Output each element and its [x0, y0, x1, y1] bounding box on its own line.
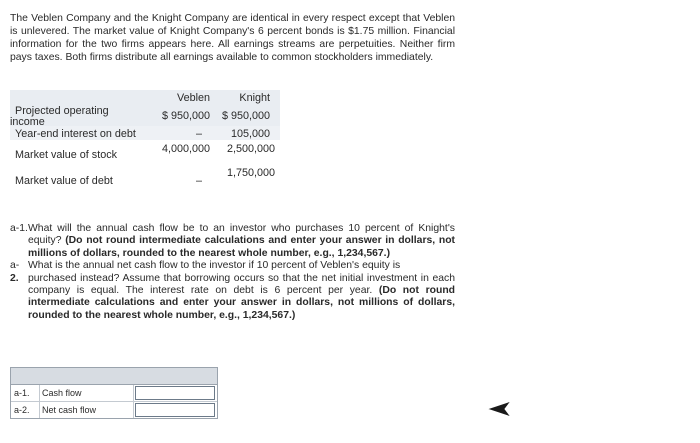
answer-row-a1	[11, 385, 217, 402]
column-header-knight: Knight	[239, 92, 270, 104]
answer-row-a2	[11, 402, 217, 418]
row-label: Market value of debt	[15, 175, 113, 187]
answer-number: a-2.	[14, 405, 30, 415]
value-knight: 105,000	[230, 128, 270, 140]
answer-number: a-1.	[14, 388, 30, 398]
financial-info-table	[10, 90, 280, 195]
answer-label: Net cash flow	[42, 405, 97, 415]
question-number: 2.	[10, 272, 19, 284]
question-text: What will the annual cash flow be to an investor who purchases 10 percent of Knight's equity?	[28, 223, 455, 247]
value-veblen: $ 950,000	[161, 110, 210, 122]
value-veblen: 4,000,000	[161, 143, 210, 155]
divider	[39, 402, 40, 418]
answer-table	[10, 367, 218, 419]
question-instruction: (Do not round intermediate calculations and enter your answer in dollars, not millions of dollars, rounded to the nearest whole number, e.g., 1,234,567.)	[28, 235, 455, 259]
divider	[133, 385, 134, 401]
question-a2-cont	[10, 273, 455, 323]
value-veblen: –	[195, 128, 202, 140]
answer-label: Cash flow	[42, 388, 82, 398]
question-text: What is the annual net cash flow to the investor if 10 percent of Veblen's equity is	[28, 260, 401, 272]
question-number: a-	[10, 260, 20, 272]
divider	[133, 402, 134, 418]
question-text: purchased instead? Assume that borrowing occurs so that the net initial investment in each company is equal. The interest rate on debt is 6 percent per year.	[28, 272, 455, 297]
divider	[39, 385, 40, 401]
value-knight: 2,500,000	[226, 143, 275, 155]
row-label: Projected operating	[15, 105, 109, 117]
question-a2	[10, 260, 455, 272]
problem-intro: The Veblen Company and the Knight Company are identical in every respect except that Veblen is unlevered. The market value of Knight Company's 6 percent bonds is $1.75 million. Financial information for the two firms appears here. All earnings streams are perpetuities. Neither firm pays taxes. Both firms distribute all earnings available to common stockholders immediately.	[10, 13, 455, 63]
value-veblen: –	[195, 175, 202, 187]
cash-flow-input[interactable]	[135, 386, 215, 400]
question-a1	[10, 223, 455, 260]
question-number: a-1.	[10, 223, 28, 234]
question-instruction: (Do not round intermediate calculations and enter your answer in dollars, not millions of dollars, rounded to the nearest whole number, e.g., 1,234,567.)	[28, 285, 456, 321]
row-label: Year-end interest on debt	[15, 128, 136, 140]
question-block	[10, 223, 455, 322]
column-header-veblen: Veblen	[176, 92, 210, 104]
row-label: Market value of stock	[15, 149, 118, 161]
value-knight: 1,750,000	[226, 167, 275, 179]
net-cash-flow-input[interactable]	[135, 403, 215, 417]
value-knight: $ 950,000	[221, 110, 270, 122]
answer-table-header	[11, 368, 217, 385]
pointer-cursor-icon	[485, 399, 515, 419]
row-label-cont: income	[10, 116, 45, 128]
